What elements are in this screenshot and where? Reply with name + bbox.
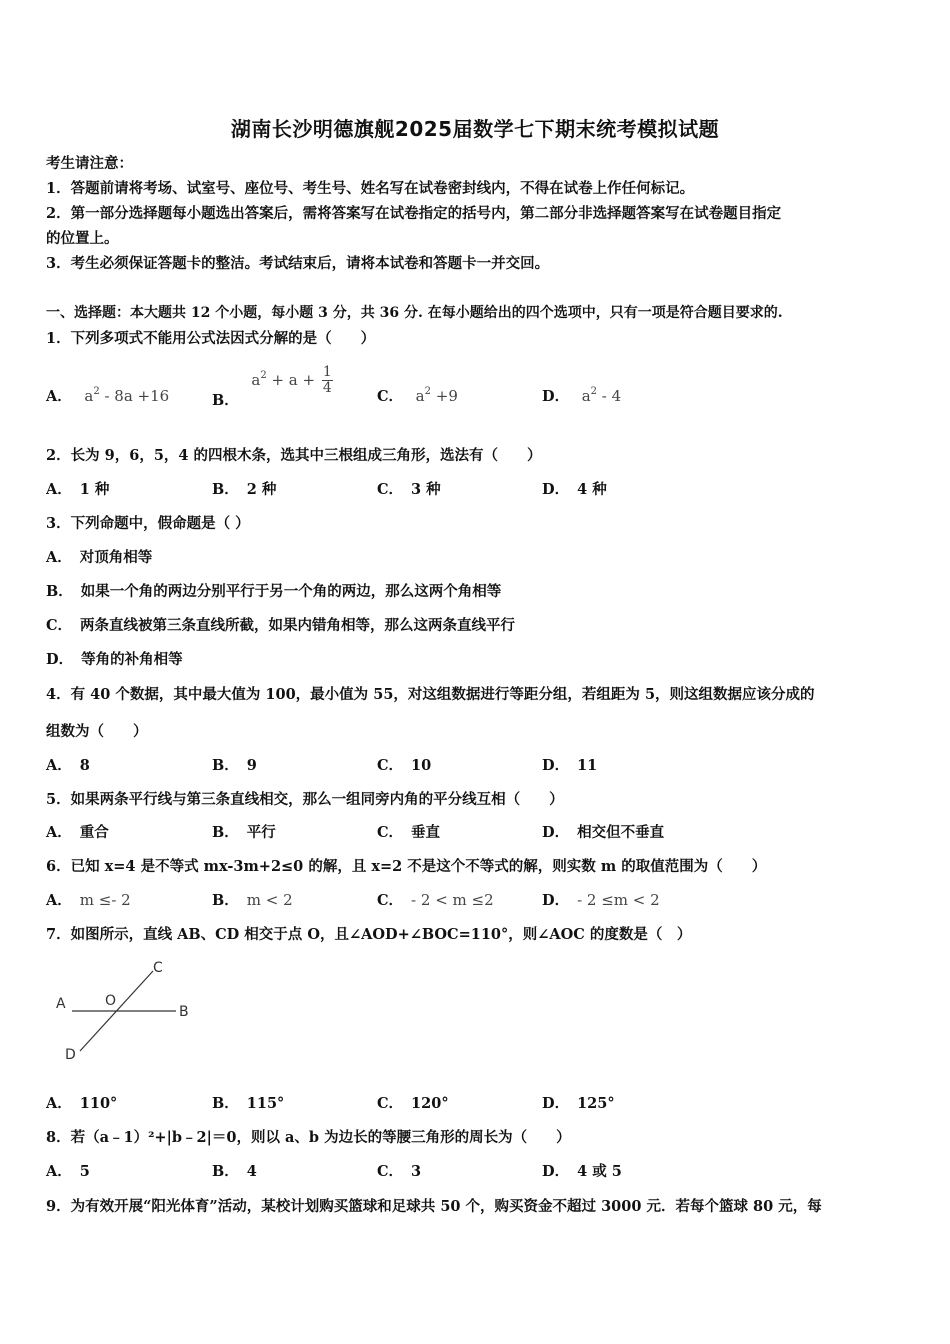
question-5-stem: 5．如果两条平行线与第三条直线相交，那么一组同旁内角的平分线互相（ ）	[46, 791, 564, 808]
question-8-stem: 8．若（a﹣1）²+|b﹣2|＝0，则以 a、b 为边长的等腰三角形的周长为（ ）	[46, 1129, 571, 1146]
q7-option-d: D． 125°	[542, 1095, 615, 1112]
page-title: 湖南长沙明德旗舰2025届数学七下期末统考模拟试题	[230, 117, 720, 141]
q1-option-d: D． $a^2 - 4$	[542, 386, 622, 405]
q8-option-b: B． 4	[212, 1163, 257, 1180]
q2-option-d: D． 4 种	[542, 481, 607, 498]
q3-option-c: C． 两条直线被第三条直线所截，如果内错角相等，那么这两条直线平行	[46, 617, 516, 634]
q1-option-d-expr: $a^2 - 4$	[581, 386, 622, 405]
q7-label-a: A	[56, 996, 66, 1012]
q1-option-b-expr: $a^2 + a$ + $\frac{1}{4}$	[251, 364, 332, 396]
q1-option-b: B． $a^2 + a$ + $\frac{1}{4}$	[212, 364, 332, 409]
q7-option-c: C． 120°	[377, 1095, 449, 1112]
q1-option-c-expr: $a^2 +9$	[415, 386, 458, 405]
q3-option-d: D． 等角的补角相等	[46, 651, 183, 668]
question-6-stem: 6．已知 x=4 是不等式 mx-3m+2≤0 的解，且 x=2 不是这个不等式的解，则实数 m 的取值范围为（ ）	[46, 858, 767, 875]
notice-item-2-cont: 的位置上。	[46, 230, 119, 247]
q2-option-c: C． 3 种	[377, 481, 441, 498]
q5-option-b: B． 平行	[212, 824, 276, 841]
notice-item-3: 3．考生必须保证答题卡的整洁。考试结束后，请将本试卷和答题卡一并交回。	[46, 255, 550, 272]
notice-item-1: 1．答题前请将考场、试室号、座位号、考生号、姓名写在试卷密封线内，不得在试卷上作任何标记。	[46, 180, 695, 197]
notice-heading: 考生请注意：	[46, 155, 133, 172]
question-9-stem: 9．为有效开展“阳光体育”活动，某校计划购买篮球和足球共 50 个，购买资金不超过 3000 元．若每个篮球 80 元，每	[46, 1198, 822, 1215]
q2-option-a: A． 1 种	[46, 481, 110, 498]
question-4-stem: 4．有 40 个数据，其中最大值为 100，最小值为 55，对这组数据进行等距分组，若组距为 5，则这组数据应该分成的	[46, 686, 815, 703]
q1-option-a: A． $a^2 - 8a +16$	[46, 386, 170, 405]
q3-option-a: A． 对顶角相等	[46, 549, 153, 566]
q6-option-b: B． m < 2	[212, 891, 293, 909]
q4-option-c: C． 10	[377, 757, 432, 774]
question-1-stem: 1．下列多项式不能用公式法因式分解的是（ ）	[46, 330, 376, 347]
q8-option-c: C． 3	[377, 1163, 422, 1180]
q7-label-d: D	[65, 1047, 76, 1063]
q1-option-c: C． $a^2 +9$	[377, 386, 458, 405]
q4-option-b: B． 9	[212, 757, 257, 774]
q7-label-o: O	[105, 993, 117, 1009]
q3-option-b: B． 如果一个角的两边分别平行于另一个角的两边，那么这两个角相等	[46, 583, 502, 600]
q7-label-c: C	[153, 960, 163, 976]
q8-option-d: D． 4 或 5	[542, 1163, 622, 1180]
question-3-stem: 3．下列命题中，假命题是（ ）	[46, 515, 250, 532]
q6-option-d: D． - 2 ≤m < 2	[542, 891, 660, 909]
q5-option-a: A． 重合	[46, 824, 109, 841]
q5-option-d: D． 相交但不垂直	[542, 824, 665, 841]
q7-option-a: A． 110°	[46, 1095, 118, 1112]
question-2-stem: 2．长为 9，6，5，4 的四根木条，选其中三根组成三角形，选法有（ ）	[46, 447, 542, 464]
notice-item-2: 2．第一部分选择题每小题选出答案后，需将答案写在试卷指定的括号内，第二部分非选择题答案写在试卷题目指定	[46, 205, 782, 222]
q7-figure-intersecting-lines	[50, 955, 200, 1065]
q6-option-c: C． - 2 < m ≤2	[377, 891, 494, 909]
q8-option-a: A． 5	[46, 1163, 90, 1180]
question-4-stem-cont: 组数为（ ）	[46, 723, 148, 740]
section-header: 一、选择题：本大题共 12 个小题，每小题 3 分，共 36 分. 在每小题给出的四个选项中，只有一项是符合题目要求的.	[46, 305, 783, 321]
q2-option-b: B． 2 种	[212, 481, 277, 498]
q5-option-c: C． 垂直	[377, 824, 441, 841]
q1-option-a-expr: $a^2 - 8a +16$	[84, 386, 170, 405]
q7-option-b: B． 115°	[212, 1095, 285, 1112]
question-7-stem: 7．如图所示，直线 AB、CD 相交于点 O，且∠AOD+∠BOC=110°，则∠AOC 的度数是（ ）	[46, 926, 692, 943]
q4-option-d: D． 11	[542, 757, 598, 774]
q4-option-a: A． 8	[46, 757, 90, 774]
q6-option-a: A． m ≤- 2	[46, 891, 131, 909]
q7-label-b: B	[179, 1004, 189, 1020]
